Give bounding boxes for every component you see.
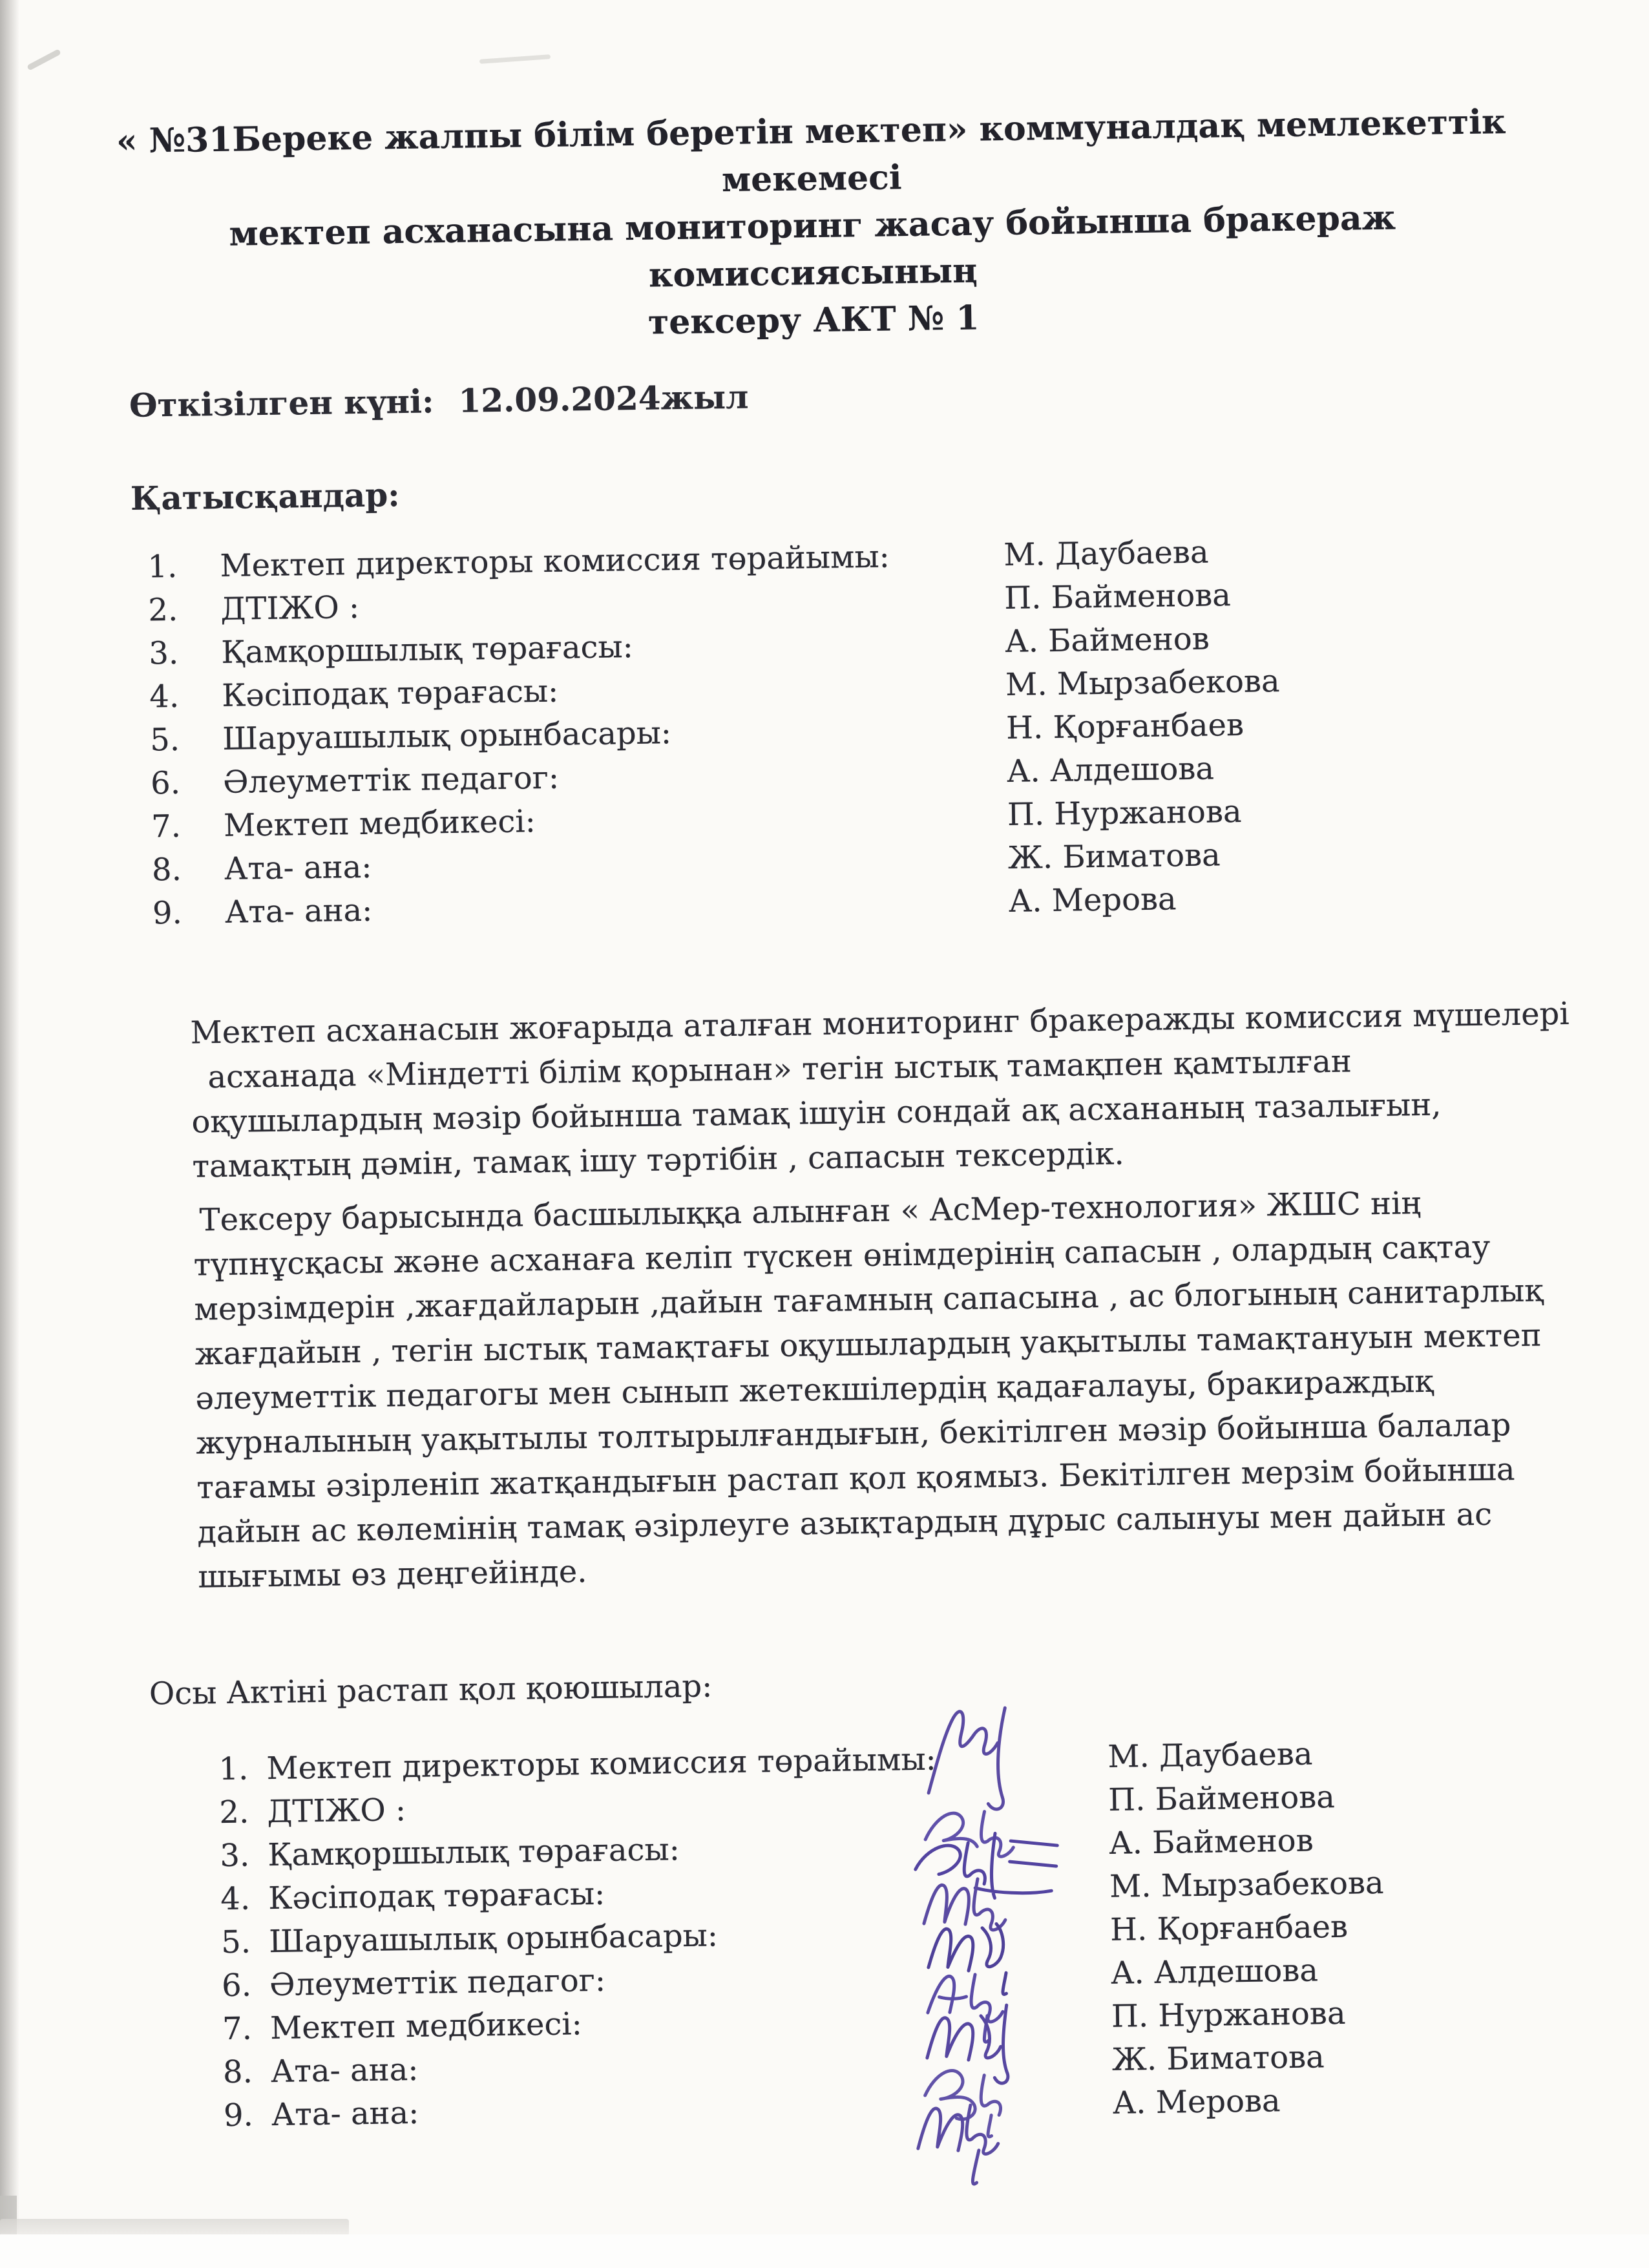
body-paragraphs xyxy=(190,996,1577,1604)
row-label: Мектеп директоры комиссия төрайымы: xyxy=(266,1741,937,1787)
row-name: А. Байменов xyxy=(1108,1822,1314,1862)
body-line: шығымы өз деңгейінде. xyxy=(197,1553,587,1595)
paper-bottom-edge xyxy=(0,2219,349,2236)
row-label: Ата- ана: xyxy=(271,2094,419,2134)
title-line-3: тексеру АКТ № 1 xyxy=(647,298,980,342)
row-label: Кәсіподақ төрағасы: xyxy=(221,673,559,714)
row-number: 7. xyxy=(222,2010,253,2048)
row-number: 8. xyxy=(222,2053,253,2091)
row-name: А. Алдешова xyxy=(1006,750,1215,790)
signature-icon xyxy=(927,2005,1008,2084)
row-label: Кәсіподақ төрағасы: xyxy=(268,1875,605,1917)
row-label: Ата- ана: xyxy=(270,2051,419,2090)
row-name: П. Байменова xyxy=(1003,577,1232,617)
row-name: Ж. Биматова xyxy=(1007,837,1221,876)
row-name: Н. Қорғанбаев xyxy=(1109,1908,1349,1948)
title-line-1: « №31Береке жалпы білім беретін мектеп» коммуналдақ мемлекеттік мекемесі xyxy=(116,102,1506,200)
row-name: М. Даубаева xyxy=(1107,1736,1313,1775)
title-line-2: мектеп асханасына мониторинг жасау бойынша бракераж комиссиясының xyxy=(229,198,1396,295)
signature-icon xyxy=(927,1708,1006,1810)
row-name: А. Алдешова xyxy=(1110,1952,1319,1991)
row-number: 4. xyxy=(220,1880,251,1918)
document-title xyxy=(81,98,1544,354)
row-number: 3. xyxy=(148,635,179,672)
row-label: Қамқоршылық төрағасы: xyxy=(267,1831,680,1874)
body-line: асханада «Міндетті білім қорынан» тегін ыстық тамақпен қамтылған xyxy=(207,1043,1352,1096)
body-line: Мектеп асханасын жоғарыда аталған мониторинг бракеражды комиссия мүшелері xyxy=(190,995,1570,1051)
row-name: М. Мырзабекова xyxy=(1109,1865,1384,1905)
participants-heading: Қатысқандар: xyxy=(130,476,401,518)
signature-icon xyxy=(925,1811,1014,1858)
row-label: ДТІЖО : xyxy=(267,1792,406,1831)
row-label: Шаруашылық орынбасары: xyxy=(268,1917,719,1960)
row-number: 1. xyxy=(147,548,178,585)
signature-icon xyxy=(918,2105,999,2185)
row-label: ДТІЖО : xyxy=(220,589,360,627)
row-number: 9. xyxy=(152,894,183,932)
row-number: 8. xyxy=(151,851,182,888)
row-label: Шаруашылық орынбасары: xyxy=(222,715,672,757)
signature-icon xyxy=(927,1974,1003,2042)
row-number: 2. xyxy=(148,591,178,629)
date-label: Өткізілген күні: xyxy=(129,382,434,425)
row-number: 6. xyxy=(150,764,181,802)
date-line xyxy=(129,378,749,425)
body-line: журналының уақытылы толтырылғандығын, бекітілген мәзір бойынша балалар xyxy=(196,1407,1511,1462)
row-label: Мектеп медбикесі: xyxy=(223,803,536,844)
row-number: 5. xyxy=(149,721,180,759)
date-value: 12.09.2024жыл xyxy=(458,377,749,420)
body-line: тағамы әзірленіп жатқандығын растап қол қоямыз. Бекітілген мерзім бойынша xyxy=(196,1451,1515,1506)
row-name: М. Мырзабекова xyxy=(1005,663,1280,703)
row-number: 2. xyxy=(219,1794,249,1831)
row-label: Әлеуметтік педагог: xyxy=(269,1962,606,2004)
row-name: П. Нуржанова xyxy=(1007,793,1242,833)
row-label: Ата- ана: xyxy=(224,892,373,930)
row-label: Қамқоршылық төрағасы: xyxy=(220,629,634,671)
body-line: оқушылардың мәзір бойынша тамақ ішуін сондай ақ асхананың тазалығын, xyxy=(191,1086,1442,1140)
row-name: М. Даубаева xyxy=(1003,534,1209,574)
row-name: А. Байменов xyxy=(1004,620,1210,660)
row-name: Н. Қорғанбаев xyxy=(1005,706,1245,746)
body-line: дайын ас көлемінің тамақ әзірлеуге азықтардың дұрыс салынуы мен дайын ас xyxy=(196,1496,1493,1551)
signatures-column xyxy=(882,1694,1122,2207)
row-label: Ата- ана: xyxy=(224,848,372,887)
row-label: Әлеуметтік педагог: xyxy=(222,759,560,801)
row-number: 1. xyxy=(218,1750,249,1788)
row-number: 6. xyxy=(221,1967,252,2004)
signers-heading: Осы Актіні растап қол қоюшылар: xyxy=(149,1668,713,1712)
row-name: А. Мерова xyxy=(1112,2083,1281,2121)
body-line: түпнұсқасы және асханаға келіп түскен өнімдерінің сапасын , олардың сақтау xyxy=(193,1228,1491,1283)
body-line: әлеуметтік педагогы мен сынып жетекшілердің қадағалауы, бракираждық xyxy=(195,1363,1434,1417)
row-label: Мектеп медбикесі: xyxy=(269,2006,583,2047)
body-line: жағдайын , тегін ыстық тамақтағы оқушылардың уақытылы тамақтануын мектеп xyxy=(194,1317,1542,1372)
participants-list xyxy=(147,530,1542,939)
row-number: 3. xyxy=(219,1837,250,1874)
body-line: тамақтың дәмін, тамақ ішу тәртібін , сапасын тексердік. xyxy=(192,1135,1125,1185)
row-label: Мектеп директоры комиссия төрайымы: xyxy=(220,538,890,584)
row-number: 7. xyxy=(151,808,182,845)
row-number: 5. xyxy=(220,1924,251,1961)
row-name: П. Нуржанова xyxy=(1111,1995,1346,2035)
row-name: П. Байменова xyxy=(1108,1779,1336,1818)
scanner-background xyxy=(0,2234,1649,2268)
row-name: Ж. Биматова xyxy=(1111,2039,1325,2078)
row-number: 4. xyxy=(149,678,180,715)
body-line: мерзімдерін ,жағдайларын ,дайын тағамның сапасына , ас блогының санитарлық xyxy=(194,1272,1544,1328)
row-number: 9. xyxy=(223,2097,254,2134)
body-line: Тексеру барысында басшылыққа алынған « АсМер-технология» ЖШС нің xyxy=(199,1185,1422,1239)
row-name: А. Мерова xyxy=(1008,881,1177,919)
